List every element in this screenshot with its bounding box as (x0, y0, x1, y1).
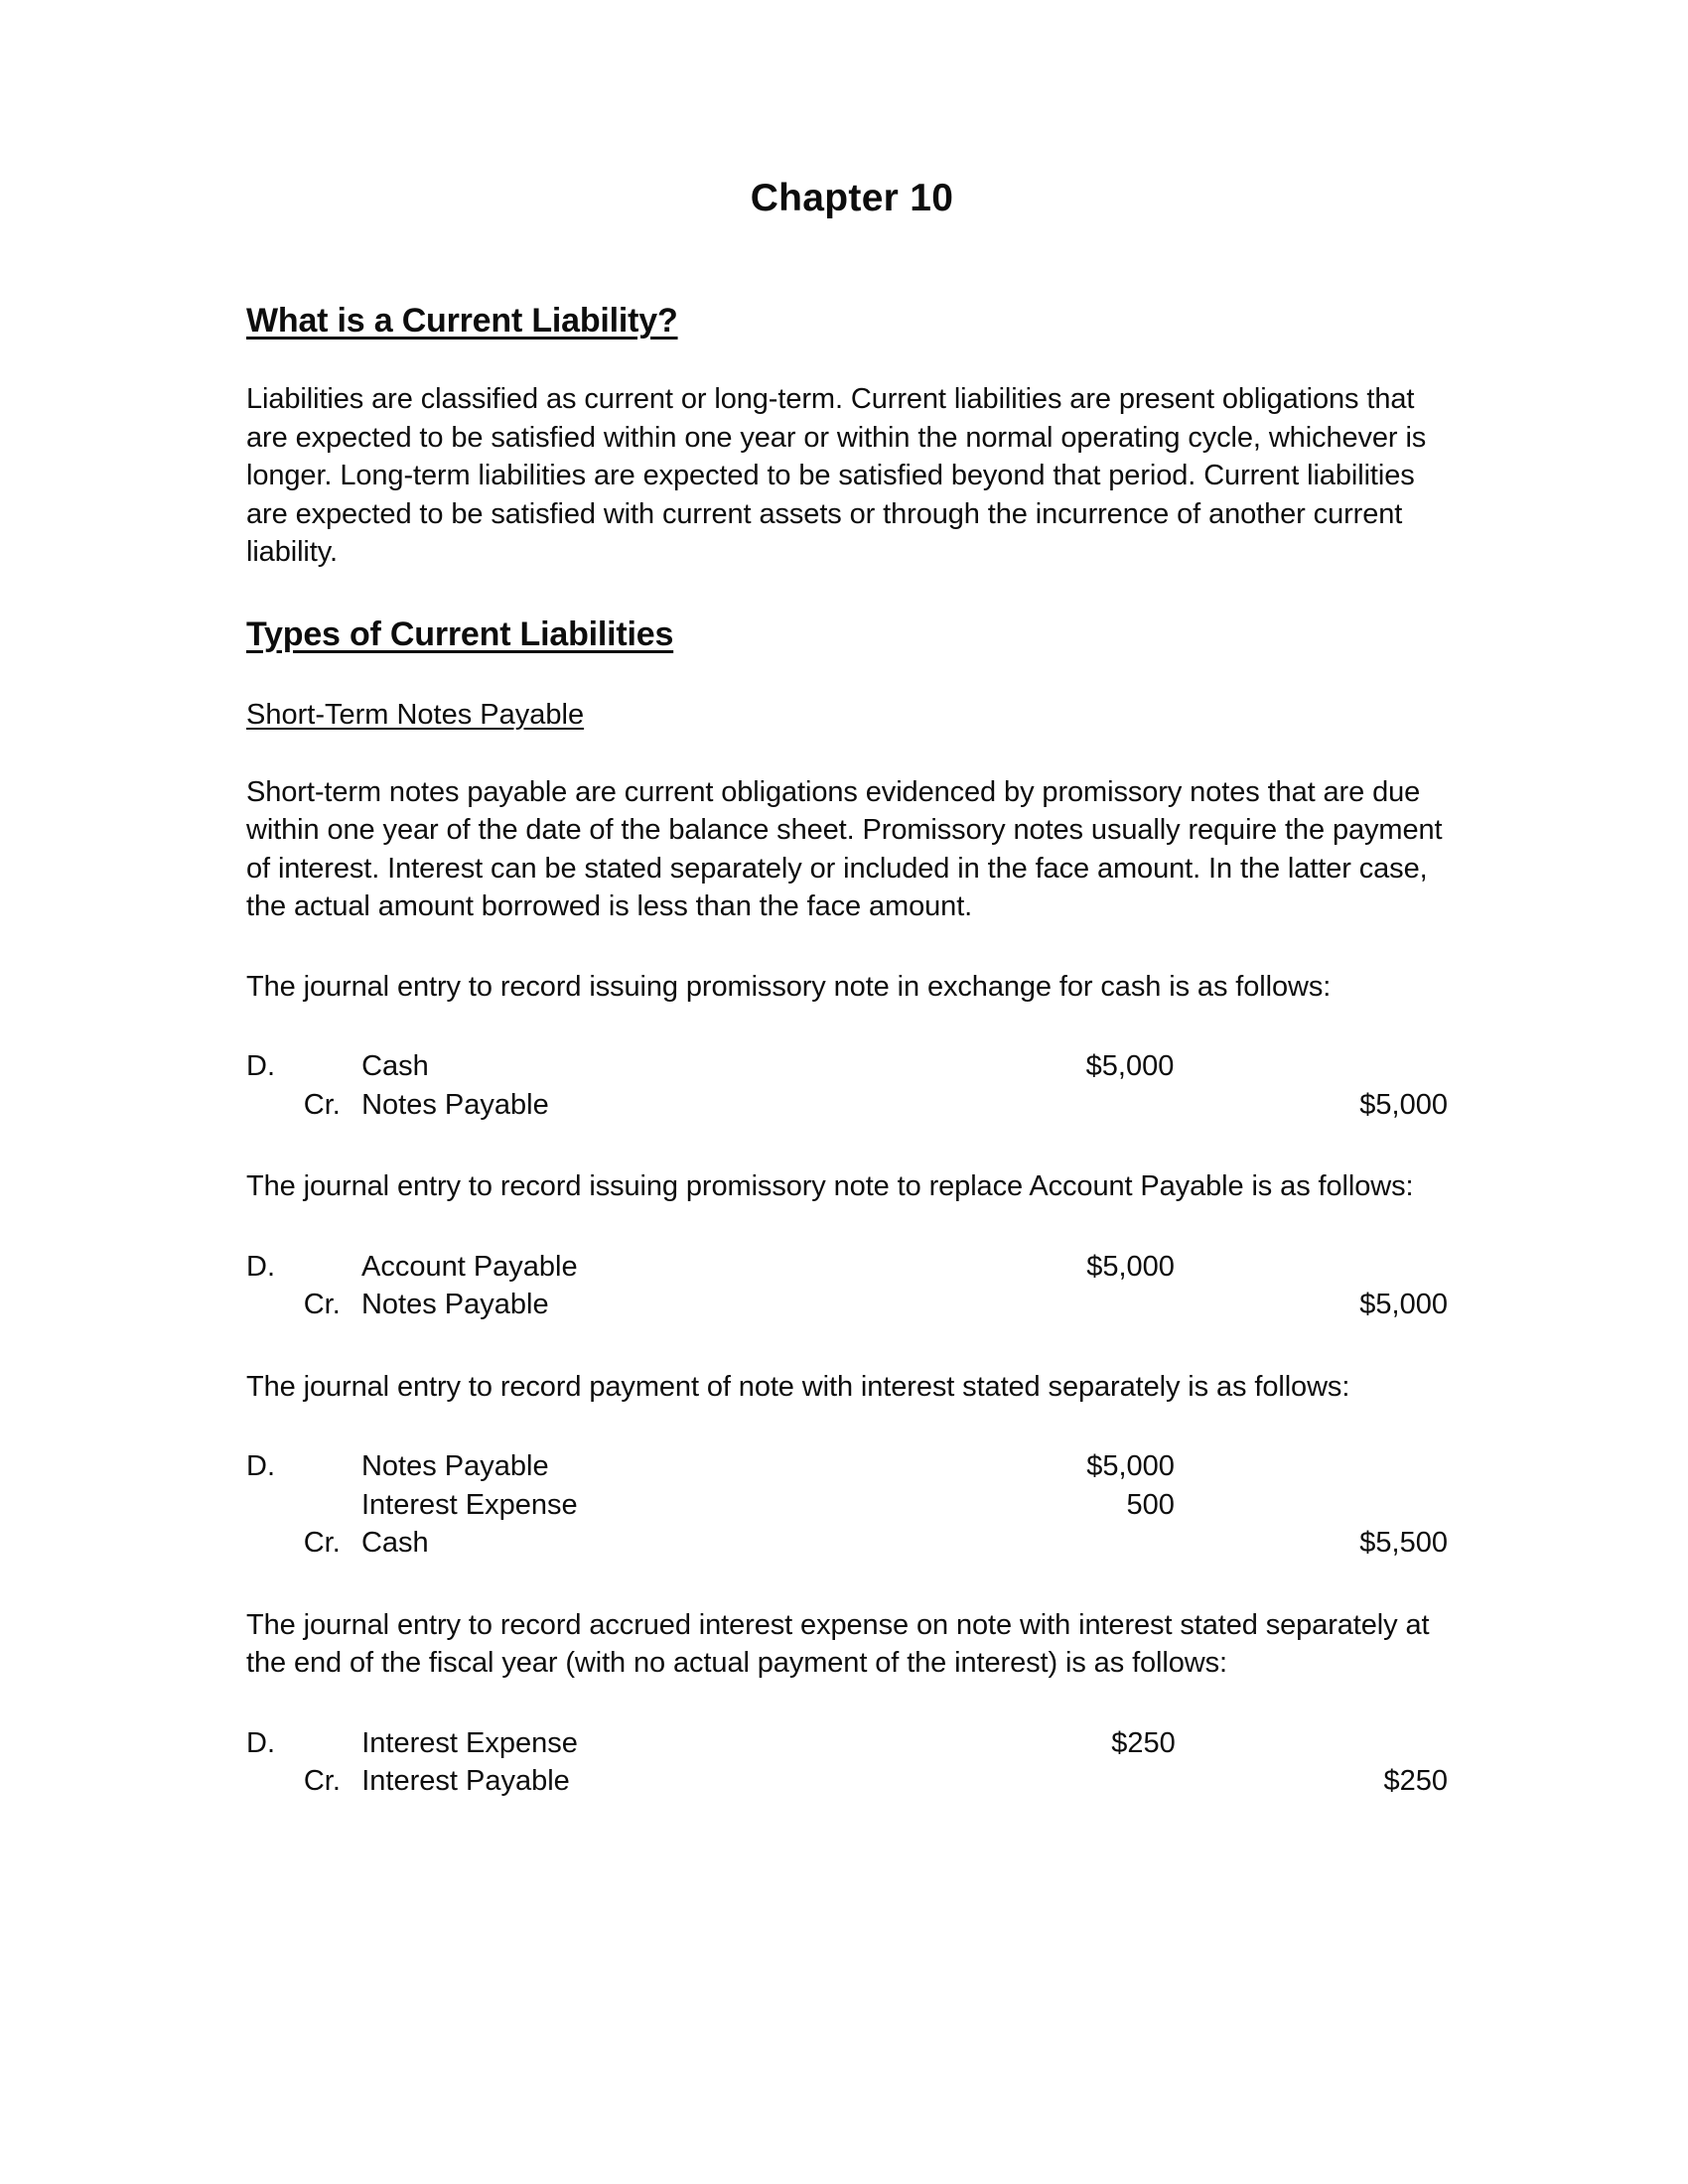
intro-entry-1: The journal entry to record issuing promissory note in exchange for cash is as follows: (246, 970, 1332, 1003)
table-row (246, 1248, 1448, 1287)
section-heading-types: Types of Current Liabilities (246, 614, 674, 653)
table-row (246, 1724, 1448, 1763)
entry-cr-label: Cr. (303, 1527, 341, 1559)
spacer (246, 1006, 1448, 1047)
intro-entry-2: The journal entry to record issuing promissory note to replace Account Payable is as follows: (246, 1170, 1414, 1202)
entry-debit-amount: $5,000 (1086, 1450, 1175, 1482)
document-content (246, 177, 1448, 1801)
spacer (246, 1683, 1448, 1724)
entry-cr-label: Cr. (303, 1088, 341, 1121)
entry-prefix: D. (246, 1726, 275, 1759)
journal-entry-4 (246, 1724, 1448, 1801)
spacer (246, 926, 1448, 968)
entry-prefix (246, 1086, 304, 1125)
table-row (246, 1286, 1448, 1324)
entry-cr-label (304, 1724, 361, 1763)
entry-account: Account Payable (360, 1250, 578, 1283)
entry-prefix (246, 1286, 304, 1324)
paragraph-current-liability: Liabilities are classified as current or long-term. Current liabilities are present obligations that are expected to be satisfied within one year or within the normal operating cycle, whichever is longer. Long-term liabilities are expected to be satisfied beyond that period. Current liabilities are expected to be satisfied with current assets or through the incurrence of another current liability. (246, 383, 1427, 568)
entry-cr-label (304, 1047, 361, 1086)
journal-entry-1 (246, 1047, 1448, 1124)
spacer (246, 1324, 1448, 1368)
table-row (246, 1086, 1448, 1125)
entry-cr-label (304, 1447, 361, 1486)
entry-prefix (246, 1486, 304, 1525)
entry-account: Notes Payable (361, 1088, 549, 1121)
entry-credit-amount (1175, 1248, 1448, 1287)
entry-prefix (246, 1524, 304, 1563)
entry-prefix: D. (246, 1050, 275, 1082)
subsection-heading-short-term-notes: Short-Term Notes Payable (246, 698, 585, 731)
entry-debit-amount (893, 1524, 1175, 1563)
entry-account: Cash (361, 1050, 429, 1082)
spacer (246, 1124, 1448, 1167)
spacer (246, 1406, 1448, 1447)
entry-credit-amount: $5,000 (1359, 1088, 1448, 1121)
entry-account: Interest Payable (361, 1765, 570, 1797)
entry-credit-amount (1176, 1724, 1448, 1763)
entry-credit-amount (1175, 1447, 1448, 1486)
entry-account: Interest Expense (360, 1488, 578, 1521)
spacer (246, 341, 1448, 380)
entry-prefix (246, 1762, 304, 1801)
intro-entry-3: The journal entry to record payment of note with interest stated separately is as follows: (246, 1370, 1350, 1403)
journal-entry-3 (246, 1447, 1448, 1563)
spacer (246, 1206, 1448, 1248)
spacer (246, 654, 1448, 699)
entry-account: Notes Payable (360, 1289, 549, 1320)
entry-debit-amount: 500 (1126, 1488, 1175, 1521)
entry-debit-amount: $250 (1111, 1726, 1176, 1759)
entry-credit-amount (1175, 1486, 1448, 1525)
entry-cr-label (304, 1486, 361, 1525)
table-row (246, 1486, 1448, 1525)
entry-credit-amount: $5,500 (1359, 1527, 1448, 1559)
entry-account: Notes Payable (360, 1450, 549, 1482)
entry-prefix: D. (246, 1450, 275, 1482)
table-row (246, 1447, 1448, 1486)
entry-debit-amount (894, 1762, 1176, 1801)
entry-debit-amount (893, 1286, 1175, 1324)
entry-debit-amount: $5,000 (1085, 1050, 1175, 1082)
entry-cr-label: Cr. (303, 1289, 341, 1320)
entry-account: Interest Expense (361, 1726, 578, 1759)
entry-prefix: D. (246, 1250, 275, 1283)
paragraph-short-term-notes: Short-term notes payable are current obligations evidenced by promissory notes that are due within one year of the date of the balance sheet. Promissory notes usually require the payment of interest. Interest can be stated separately or included in the face amount. In the latter case, the actual amount borrowed is less than the face amount. (246, 775, 1443, 922)
section-heading-current-liability: What is a Current Liability? (246, 302, 678, 340)
entry-account: Cash (360, 1527, 429, 1559)
entry-cr-label (304, 1248, 361, 1287)
entry-cr-label: Cr. (303, 1765, 341, 1797)
entry-debit-amount: $5,000 (1086, 1250, 1175, 1283)
spacer (246, 572, 1448, 615)
table-row (246, 1047, 1448, 1086)
page-title: Chapter 10 (750, 177, 954, 219)
entry-debit-amount (892, 1086, 1175, 1125)
entry-credit-amount: $5,000 (1359, 1289, 1448, 1320)
table-row (246, 1524, 1448, 1563)
table-row (246, 1762, 1448, 1801)
intro-entry-4: The journal entry to record accrued interest expense on note with interest stated separately at the end of the fiscal year (with no actual payment of the interest) is as follows: (246, 1608, 1430, 1679)
spacer (246, 1563, 1448, 1606)
entry-credit-amount: $250 (1383, 1765, 1448, 1797)
journal-entry-2 (246, 1248, 1448, 1324)
entry-credit-amount (1174, 1047, 1448, 1086)
spacer (246, 220, 1448, 302)
spacer (246, 732, 1448, 773)
